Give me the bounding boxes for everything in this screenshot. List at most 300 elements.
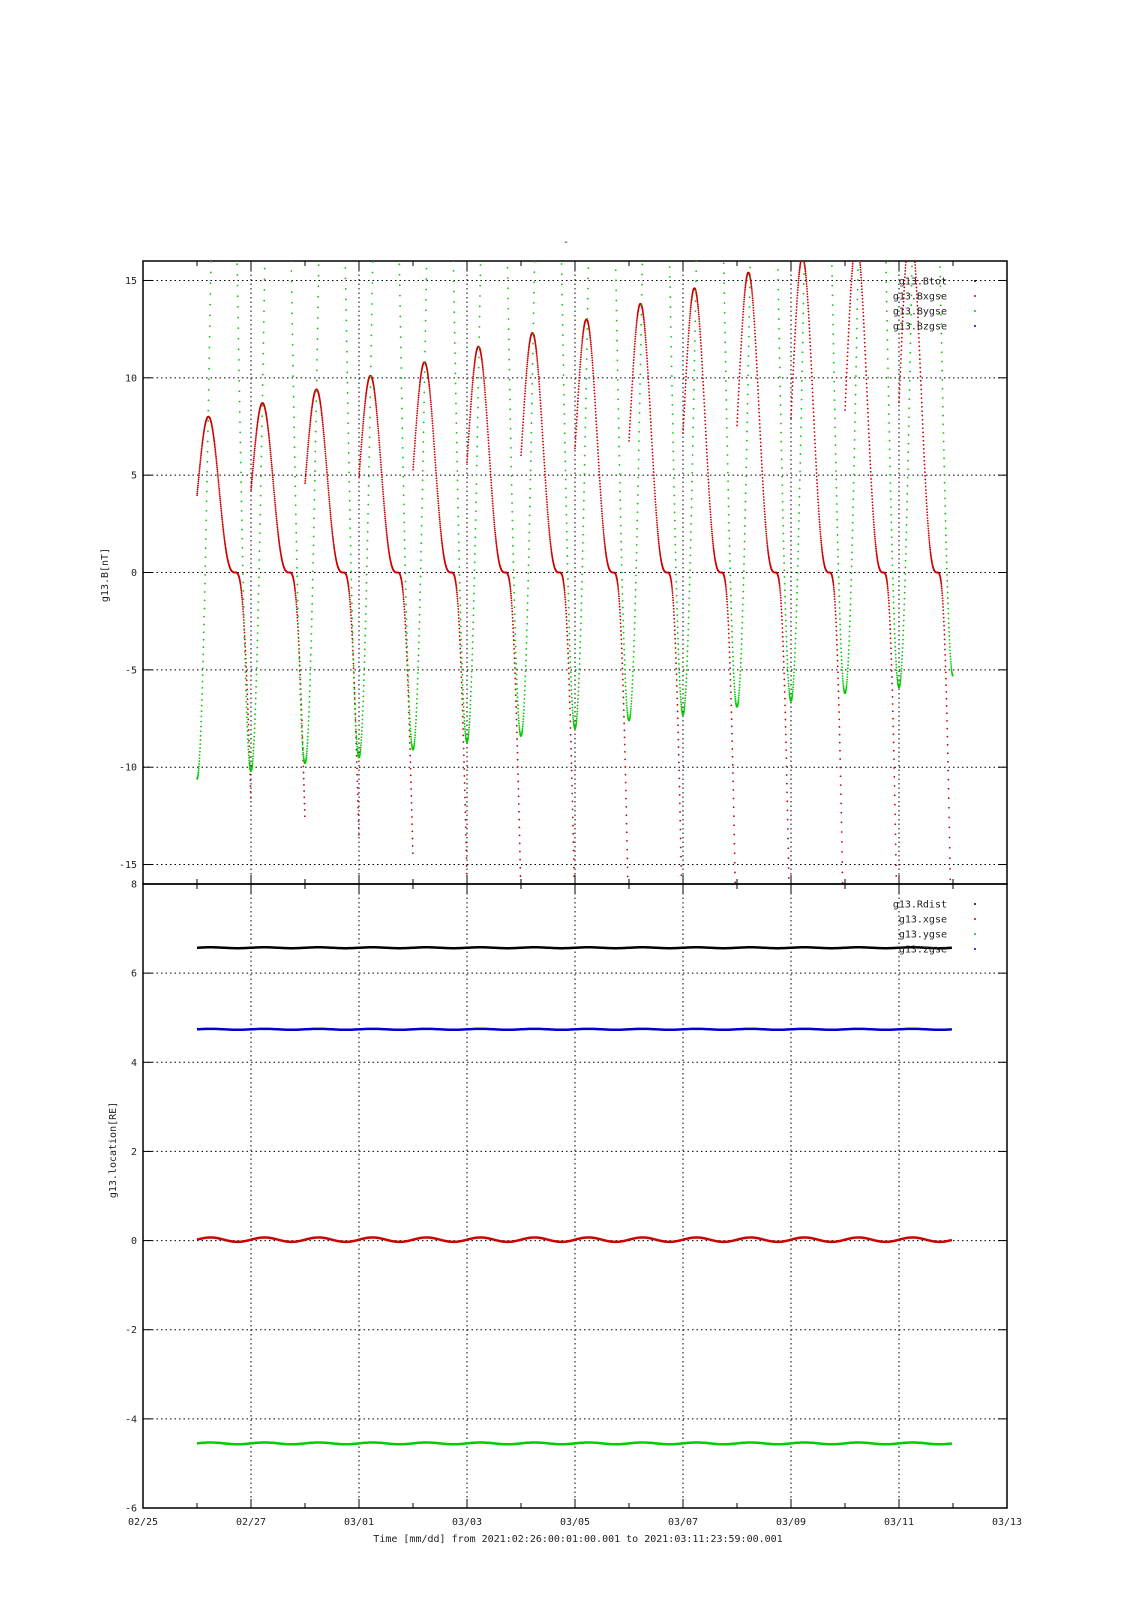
bxgse-point: [864, 354, 866, 356]
bygse-point: [248, 761, 250, 763]
bxgse-point: [595, 417, 597, 419]
bygse-point: [214, 65, 216, 67]
bxgse-point: [680, 829, 682, 831]
bxgse-point: [359, 468, 361, 470]
bxgse-point: [589, 336, 591, 338]
bxgse-point: [653, 471, 655, 473]
bxgse-point: [526, 370, 528, 372]
bxgse-point: [577, 394, 579, 396]
bygse-point: [202, 654, 204, 656]
bxgse-point: [593, 389, 595, 391]
bxgse-point: [785, 719, 787, 721]
bxgse-point: [526, 372, 528, 374]
bxgse-point: [247, 698, 249, 700]
bxgse-point: [435, 464, 437, 466]
bxgse-point: [781, 609, 783, 611]
bxgse-point: [269, 449, 271, 451]
bxgse-point: [242, 603, 244, 605]
bxgse-point: [687, 344, 689, 346]
bxgse-point: [493, 512, 495, 514]
bxgse-point: [632, 377, 634, 379]
bxgse-point: [294, 586, 296, 588]
bxgse-point: [599, 477, 601, 479]
bxgse-point: [926, 508, 928, 510]
bxgse-point: [658, 541, 660, 543]
bxgse-point: [241, 597, 243, 599]
bygse-point: [343, 204, 345, 206]
bxgse-point: [676, 685, 678, 687]
bygse-point: [245, 701, 247, 703]
bygse-point: [363, 674, 365, 676]
bxgse-point: [908, 229, 910, 231]
bxgse-point: [484, 394, 486, 396]
bxgse-point: [576, 419, 578, 421]
bxgse-point: [401, 585, 403, 587]
bxgse-point: [322, 422, 324, 424]
bxgse-point: [627, 903, 629, 905]
bxgse-point: [268, 431, 270, 433]
bxgse-point: [254, 447, 256, 449]
bxgse-point: [460, 671, 462, 673]
bygse-point: [209, 293, 211, 295]
bxgse-point: [893, 767, 895, 769]
bxgse-point: [819, 521, 821, 523]
bxgse-point: [273, 487, 275, 489]
bygse-point: [312, 553, 314, 555]
bxgse-point: [622, 673, 624, 675]
bxgse-point: [350, 606, 352, 608]
bygse-point: [295, 514, 297, 516]
bygse-point: [211, 229, 213, 231]
bxgse-point: [325, 460, 327, 462]
bxgse-point: [951, 1004, 953, 1006]
bygse-point: [203, 639, 205, 641]
bxgse-point: [376, 413, 378, 415]
bxgse-point: [472, 382, 474, 384]
bxgse-point: [859, 262, 861, 264]
bxgse-point: [737, 406, 739, 408]
bxgse-point: [357, 807, 359, 809]
bxgse-point: [621, 662, 623, 664]
bygse-point: [234, 148, 236, 150]
bygse-point: [313, 536, 315, 538]
bxgse-point: [733, 834, 735, 836]
bxgse-point: [464, 789, 466, 791]
bxgse-point: [889, 628, 891, 630]
bygse-point: [265, 194, 267, 196]
bxgse-point: [200, 460, 202, 462]
bxgse-point: [328, 499, 330, 501]
bxgse-point: [942, 600, 944, 602]
bygse-point: [321, 109, 323, 111]
bxgse-point: [271, 470, 273, 472]
bxgse-point: [855, 241, 857, 243]
bygse-point: [353, 677, 355, 679]
bxgse-point: [440, 532, 442, 534]
bxgse-point: [277, 527, 279, 529]
bxgse-point: [812, 391, 814, 393]
bygse-point: [287, 56, 289, 58]
bxgse-point: [486, 414, 488, 416]
bxgse-point: [852, 265, 854, 267]
bygse-point: [362, 710, 364, 712]
bxgse-point: [223, 530, 225, 532]
bxgse-point: [652, 455, 654, 457]
bxgse-point: [407, 674, 409, 676]
bxgse-point: [244, 632, 246, 634]
bxgse-point: [634, 346, 636, 348]
bxgse-point: [514, 678, 516, 680]
bygse-point: [261, 405, 263, 407]
bxgse-point: [600, 491, 602, 493]
bxgse-point: [705, 434, 707, 436]
bxgse-point: [833, 591, 835, 593]
bxgse-point: [246, 693, 248, 695]
bxgse-point: [418, 389, 420, 391]
bxgse-point: [750, 284, 752, 286]
bxgse-point: [516, 732, 518, 734]
bygse-point: [293, 426, 295, 428]
bxgse-point: [766, 537, 768, 539]
bxgse-point: [566, 627, 568, 629]
bxgse-point: [821, 547, 823, 549]
bxgse-point: [436, 488, 438, 490]
bxgse-point: [945, 691, 947, 693]
bxgse-point: [439, 523, 441, 525]
bygse-point: [314, 460, 316, 462]
bxgse-point: [482, 368, 484, 370]
bxgse-point: [250, 489, 252, 491]
bygse-point: [320, 129, 322, 131]
bxgse-point: [742, 316, 744, 318]
bxgse-point: [696, 299, 698, 301]
bxgse-point: [858, 251, 860, 253]
bxgse-point: [464, 811, 466, 813]
bxgse-point: [602, 518, 604, 520]
bygse-point: [351, 618, 353, 620]
bxgse-point: [820, 539, 822, 541]
bxgse-point: [245, 654, 247, 656]
bxgse-point: [740, 351, 742, 353]
bxgse-point: [572, 817, 574, 819]
bxgse-point: [374, 396, 376, 398]
bxgse-point: [833, 585, 835, 587]
bxgse-point: [921, 406, 923, 408]
bxgse-point: [456, 590, 458, 592]
bxgse-point: [644, 324, 646, 326]
bxgse-point: [381, 474, 383, 476]
bxgse-point: [591, 357, 593, 359]
bxgse-point: [199, 462, 201, 464]
bxgse-point: [843, 936, 845, 938]
bygse-point: [363, 690, 365, 692]
bxgse-point: [891, 683, 893, 685]
bxgse-point: [601, 513, 603, 515]
bxgse-point: [854, 243, 856, 245]
bxgse-point: [329, 509, 331, 511]
bxgse-point: [430, 401, 432, 403]
bxgse-point: [365, 397, 367, 399]
bxgse-point: [844, 1004, 846, 1006]
bygse-point: [296, 558, 298, 560]
bxgse-point: [867, 420, 869, 422]
bxgse-point: [413, 463, 415, 465]
bxgse-point: [699, 323, 701, 325]
bxgse-point: [787, 810, 789, 812]
bygse-point: [254, 727, 256, 729]
bxgse-point: [806, 283, 808, 285]
bxgse-point: [928, 537, 930, 539]
bxgse-point: [755, 353, 757, 355]
bxgse-point: [700, 345, 702, 347]
bxgse-point: [843, 958, 845, 960]
bygse-point: [214, 37, 216, 39]
bxgse-point: [763, 502, 765, 504]
bxgse-point: [728, 628, 730, 630]
bygse-point: [258, 576, 260, 578]
bxgse-point: [306, 457, 308, 459]
bxgse-point: [688, 335, 690, 337]
bygse-point: [298, 637, 300, 639]
bxgse-point: [713, 549, 715, 551]
bxgse-point: [360, 446, 362, 448]
bxgse-point: [437, 490, 439, 492]
bxgse-point: [329, 505, 331, 507]
bxgse-point: [803, 258, 805, 260]
bxgse-point: [491, 484, 493, 486]
bxgse-point: [810, 353, 812, 355]
bxgse-point: [709, 497, 711, 499]
bxgse-point: [679, 811, 681, 813]
bxgse-point: [788, 898, 790, 900]
bxgse-point: [349, 594, 351, 596]
bxgse-point: [658, 544, 660, 546]
bxgse-point: [834, 598, 836, 600]
bxgse-point: [802, 257, 804, 259]
bxgse-point: [797, 289, 799, 291]
bxgse-point: [250, 791, 252, 793]
bxgse-point: [410, 795, 412, 797]
bxgse-point: [698, 314, 700, 316]
bygse-point: [315, 400, 317, 402]
bxgse-point: [838, 690, 840, 692]
bxgse-point: [306, 464, 308, 466]
bxgse-point: [853, 255, 855, 257]
bygse-point: [259, 532, 261, 534]
bxgse-point: [675, 662, 677, 664]
bygse-point: [293, 436, 295, 438]
bygse-point: [290, 238, 292, 240]
bxgse-point: [435, 467, 437, 469]
bxgse-point: [544, 476, 546, 478]
bxgse-point: [489, 459, 491, 461]
bxgse-point: [295, 597, 297, 599]
bxgse-point: [277, 530, 279, 532]
bygse-point: [345, 309, 347, 311]
bxgse-point: [492, 500, 494, 502]
bxgse-point: [815, 461, 817, 463]
bxgse-point: [200, 451, 202, 453]
bxgse-point: [434, 451, 436, 453]
bxgse-point: [905, 267, 907, 269]
bxgse-point: [750, 282, 752, 284]
bxgse-point: [634, 338, 636, 340]
bxgse-point: [495, 537, 497, 539]
bxgse-point: [411, 816, 413, 818]
bxgse-point: [727, 607, 729, 609]
bxgse-point: [893, 758, 895, 760]
bxgse-point: [482, 363, 484, 365]
bxgse-point: [308, 435, 310, 437]
bxgse-point: [706, 455, 708, 457]
bxgse-point: [405, 642, 407, 644]
bxgse-point: [785, 749, 787, 751]
bxgse-point: [253, 457, 255, 459]
bxgse-point: [805, 274, 807, 276]
bxgse-point: [361, 441, 363, 443]
bxgse-point: [222, 527, 224, 529]
bxgse-point: [859, 258, 861, 260]
bxgse-point: [311, 410, 313, 412]
bxgse-point: [854, 246, 856, 248]
bxgse-point: [820, 535, 822, 537]
bygse-point: [236, 253, 238, 255]
bxgse-point: [818, 513, 820, 515]
bxgse-point: [200, 454, 202, 456]
bxgse-point: [455, 585, 457, 587]
bxgse-point: [751, 293, 753, 295]
bygse-point: [301, 734, 303, 736]
bxgse-point: [845, 392, 847, 394]
bxgse-point: [643, 315, 645, 317]
bxgse-point: [573, 850, 575, 852]
bxgse-point: [870, 478, 872, 480]
bygse-point: [362, 696, 364, 698]
bxgse-point: [491, 487, 493, 489]
bygse-point: [351, 610, 353, 612]
bxgse-point: [737, 417, 739, 419]
bxgse-point: [383, 496, 385, 498]
bxgse-point: [385, 522, 387, 524]
bxgse-point: [253, 453, 255, 455]
bxgse-point: [779, 590, 781, 592]
bxgse-point: [657, 537, 659, 539]
bygse-point: [359, 752, 361, 754]
bxgse-point: [624, 766, 626, 768]
bygse-point: [292, 334, 294, 336]
bxgse-point: [701, 351, 703, 353]
bxgse-point: [357, 800, 359, 802]
bxgse-point: [590, 348, 592, 350]
bxgse-point: [223, 534, 225, 536]
bxgse-point: [755, 342, 757, 344]
bxgse-point: [802, 256, 804, 258]
bxgse-point: [744, 287, 746, 289]
bxgse-point: [634, 341, 636, 343]
bxgse-point: [591, 359, 593, 361]
bygse-point: [353, 683, 355, 685]
bxgse-point: [819, 524, 821, 526]
bygse-point: [201, 705, 203, 707]
bxgse-point: [543, 450, 545, 452]
bygse-point: [341, 74, 343, 76]
bxgse-point: [218, 488, 220, 490]
bxgse-point: [861, 288, 863, 290]
bygse-point: [243, 629, 245, 631]
bxgse-point: [888, 606, 890, 608]
bxgse-point: [276, 525, 278, 527]
bxgse-point: [517, 773, 519, 775]
bygse-point: [342, 143, 344, 145]
bxgse-point: [645, 344, 647, 346]
bxgse-point: [736, 962, 738, 964]
bxgse-point: [295, 601, 297, 603]
bxgse-point: [866, 378, 868, 380]
bxgse-point: [626, 840, 628, 842]
bxgse-point: [356, 761, 358, 763]
bxgse-point: [680, 838, 682, 840]
bxgse-point: [217, 474, 219, 476]
bxgse-point: [813, 427, 815, 429]
bygse-point: [350, 545, 352, 547]
bxgse-point: [868, 424, 870, 426]
bxgse-point: [795, 312, 797, 314]
bxgse-point: [726, 596, 728, 598]
bxgse-point: [864, 350, 866, 352]
bygse-point: [300, 718, 302, 720]
bxgse-point: [360, 448, 362, 450]
bxgse-point: [855, 241, 857, 243]
bxgse-point: [223, 532, 225, 534]
bxgse-point: [571, 785, 573, 787]
bxgse-point: [419, 385, 421, 387]
bygse-point: [346, 330, 348, 332]
bxgse-point: [526, 363, 528, 365]
bxgse-point: [765, 524, 767, 526]
bygse-point: [207, 451, 209, 453]
bxgse-point: [360, 453, 362, 455]
bygse-point: [345, 299, 347, 301]
bxgse-point: [712, 537, 714, 539]
bxgse-point: [735, 901, 737, 903]
bxgse-point: [268, 438, 270, 440]
bxgse-point: [543, 453, 545, 455]
bxgse-point: [632, 374, 634, 376]
bxgse-point: [386, 537, 388, 539]
bxgse-point: [441, 539, 443, 541]
bxgse-point: [787, 828, 789, 830]
bxgse-point: [940, 583, 942, 585]
bxgse-point: [419, 387, 421, 389]
bxgse-point: [833, 593, 835, 595]
bxgse-point: [946, 705, 948, 707]
bxgse-point: [594, 398, 596, 400]
bxgse-point: [489, 457, 491, 459]
bygse-point: [344, 225, 346, 227]
bxgse-point: [540, 414, 542, 416]
bxgse-point: [838, 711, 840, 713]
bxgse-point: [818, 519, 820, 521]
bxgse-point: [862, 305, 864, 307]
bygse-point: [254, 723, 256, 725]
bxgse-point: [949, 879, 951, 881]
bxgse-point: [764, 513, 766, 515]
bxgse-point: [732, 772, 734, 774]
bxgse-point: [331, 525, 333, 527]
bygse-point: [200, 726, 202, 728]
bxgse-point: [785, 741, 787, 743]
bxgse-point: [762, 480, 764, 482]
